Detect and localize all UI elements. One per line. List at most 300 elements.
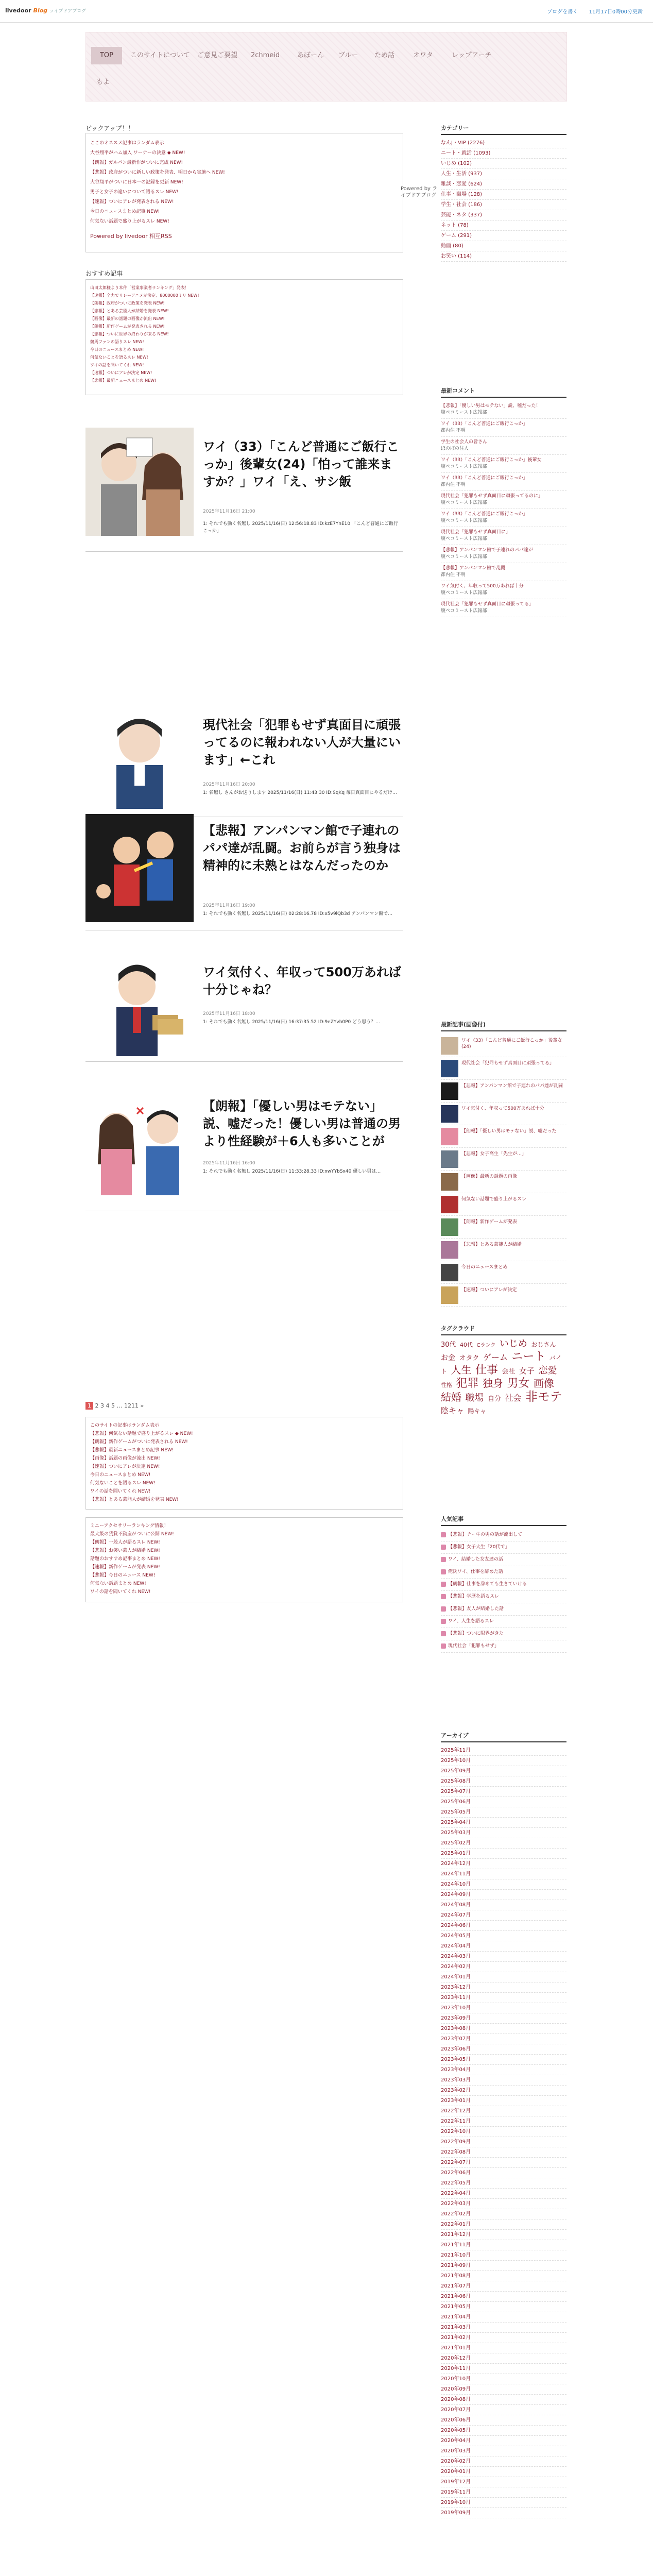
archive-item[interactable]: 2021年09月 <box>441 2261 566 2271</box>
pickup-title: ピックアップ！！ <box>85 125 134 132</box>
reco-item[interactable]: 【速報】ついにアレが決定 NEW! <box>90 370 152 375</box>
article-date: 2025年11月16日 18:00 <box>203 1011 255 1016</box>
archive-item[interactable]: 2024年01月 <box>441 1972 566 1982</box>
comment-text: 【悲報】アンパンマン館で乱闘 <box>441 566 506 571</box>
comment-item[interactable] <box>441 473 566 491</box>
archive-item[interactable]: 2022年11月 <box>441 2116 566 2127</box>
page-link[interactable]: 2 <box>95 1402 99 1409</box>
tag-link[interactable]: 自分 <box>488 1395 502 1403</box>
latest-item[interactable] <box>441 1261 566 1284</box>
rank-icon <box>441 1557 446 1562</box>
latest-item-title: ワイ気付く、年収って500万あれば十分 <box>461 1106 544 1111</box>
tag-link[interactable]: 非モテ <box>525 1389 563 1404</box>
comment-item[interactable] <box>441 401 566 419</box>
comment-author: 腹ペコミースト広報部 <box>441 554 487 560</box>
pickup-item[interactable]: 【朗報】ガルパン最新作がついに完成 NEW! <box>90 160 183 165</box>
archive-item[interactable]: 2023年02月 <box>441 2086 566 2096</box>
tag-link[interactable]: おじさん <box>531 1341 556 1348</box>
tags-heading: タグクラウド <box>441 1324 566 1335</box>
article-card <box>85 1087 403 1231</box>
popular-item-title: 【悲報】チー牛の男の話が流出して <box>448 1532 523 1537</box>
tag-link[interactable]: 男女 <box>507 1377 530 1390</box>
comment-text: 現代社会「犯罪もせず真面目に頑張ってるのに」 <box>441 494 543 499</box>
latest-thumb <box>441 1218 458 1236</box>
comment-item[interactable] <box>441 491 566 509</box>
archive-item[interactable]: 2025年06月 <box>441 1797 566 1807</box>
tag-link[interactable]: 結婚 <box>441 1391 461 1403</box>
tag-link[interactable]: オタク <box>459 1354 479 1362</box>
popular-item[interactable] <box>441 1603 566 1616</box>
tag-link[interactable]: いじめ <box>499 1338 527 1349</box>
tag-link[interactable]: 会社 <box>502 1368 515 1376</box>
comment-item[interactable] <box>441 419 566 437</box>
tag-link[interactable]: 恋愛 <box>538 1365 557 1376</box>
comment-author: 都内住 不明 <box>441 428 466 433</box>
archive-item[interactable]: 2024年12月 <box>441 1859 566 1869</box>
page-link[interactable]: 4 <box>106 1402 110 1409</box>
archive-item[interactable]: 2019年09月 <box>441 2508 566 2518</box>
latest-item[interactable] <box>441 1193 566 1216</box>
archive-item[interactable]: 2020年03月 <box>441 2446 566 2456</box>
latest-item[interactable] <box>441 1171 566 1193</box>
archive-item[interactable]: 2021年06月 <box>441 2292 566 2302</box>
article-title[interactable]: 【悲報】アンパンマン館で子連れのパパ達が乱闘。お前らが言う独身は精神的に未熟とはなんだったのか <box>203 823 401 873</box>
article-thumbnail[interactable] <box>85 428 194 536</box>
popular-item-title: 【悲報】ついに限界がきた <box>448 1631 504 1636</box>
nav-tamebanashi[interactable]: ため話 <box>374 52 395 59</box>
comment-text: 現代社会「犯罪もせず真面目に頑張ってる」 <box>441 602 534 607</box>
tag-link[interactable]: 30代 <box>441 1341 456 1349</box>
article-excerpt: 1: それでも動く名無し 2025/11/16(日) 02:28:16.78 ID:x5v9lQb3d アンパンマン館で… <box>203 911 393 917</box>
comment-item[interactable] <box>441 581 566 599</box>
archive-item[interactable]: 2020年04月 <box>441 2436 566 2446</box>
reco-item[interactable]: ワイの話を聞いてくれ NEW! <box>90 363 144 367</box>
archive-item[interactable]: 2025年03月 <box>441 1828 566 1838</box>
latest-heading: 最新記事(画像付) <box>441 1020 566 1031</box>
feed-item[interactable]: 【朗報】一般人が語るスレ NEW! <box>90 1540 160 1545</box>
archive-item[interactable]: 2022年08月 <box>441 2147 566 2158</box>
reco-item[interactable]: 【悲報】とある芸能人が結婚を発表 NEW! <box>90 309 169 313</box>
nav-owata[interactable]: オワタ <box>413 52 433 59</box>
page-current[interactable]: 1 <box>85 1402 93 1410</box>
feed-item[interactable]: 【悲報】お笑い芸人が結婚 NEW! <box>90 1548 160 1553</box>
rank-icon <box>441 1643 446 1649</box>
article-card <box>85 706 403 829</box>
popular-item-title: ワイ、結婚した女友達の話 <box>448 1557 503 1562</box>
tag-link[interactable]: ゲーム <box>483 1352 508 1362</box>
tag-link[interactable]: 犯罪 <box>456 1377 479 1390</box>
article-title[interactable]: ワイ（33）「こんど普通にご飯行こっか」後輩女(24)「怕って誰来ますか？」ワイ「え、サシ飯 <box>203 439 399 489</box>
archive-item[interactable]: 2024年04月 <box>441 1941 566 1952</box>
archive-item[interactable]: 2021年10月 <box>441 2250 566 2261</box>
latest-item-title: 現代社会「犯罪もせず真面目に頑張ってる」 <box>461 1061 555 1066</box>
archive-item[interactable]: 2024年03月 <box>441 1952 566 1962</box>
article-date: 2025年11月16日 21:00 <box>203 509 255 514</box>
category-item[interactable]: 人生・生活 (937) <box>441 169 566 179</box>
feed-item[interactable]: 最大級の賃貸不動産がついに公開 NEW! <box>90 1532 174 1537</box>
archive-item[interactable]: 2025年04月 <box>441 1818 566 1828</box>
latest-item-title: 【悲報】とある芸能人が結婚 <box>461 1242 522 1247</box>
reco-box <box>85 279 403 395</box>
archive-item[interactable]: 2020年06月 <box>441 2415 566 2426</box>
feed-item[interactable]: 【悲報】何気ない話題で盛り上がるスレ ◆ NEW! <box>90 1431 193 1436</box>
archive-item[interactable]: 2021年11月 <box>441 2240 566 2250</box>
comment-item[interactable] <box>441 509 566 527</box>
page-link[interactable]: 1211 <box>124 1402 139 1409</box>
pickup-item[interactable]: ここのオススメ記事はランダム表示 <box>90 141 164 146</box>
site-header <box>85 32 567 101</box>
archive-item[interactable]: 2022年07月 <box>441 2158 566 2168</box>
pickup-item[interactable]: 今日のニュースまとめ記事 NEW! <box>90 209 160 214</box>
article-title[interactable]: 現代社会「犯罪もせず真面目に頑張ってるのに報われない人が大量にいます」←これ <box>203 718 401 767</box>
tag-link[interactable]: 社会 <box>505 1393 522 1403</box>
archive-item[interactable]: 2020年02月 <box>441 2456 566 2467</box>
feed-item[interactable]: 【速報】ついにアレが決定 NEW! <box>90 1464 160 1469</box>
nav-blue[interactable]: ブルー <box>338 52 358 59</box>
archive-item[interactable]: 2019年10月 <box>441 2498 566 2508</box>
archive-item[interactable]: 2022年05月 <box>441 2178 566 2189</box>
nav-rep[interactable]: レップアーチ <box>452 52 492 59</box>
article-excerpt: 1: それでも動く名無し 2025/11/16(日) 12:56:18.83 ID:kzE7YnE10 「こんど普通にご飯行こっか」 <box>203 521 398 534</box>
rank-icon <box>441 1594 446 1599</box>
comment-item[interactable] <box>441 599 566 617</box>
popular-item[interactable] <box>441 1616 566 1628</box>
pickup-box <box>85 133 403 252</box>
comment-item[interactable] <box>441 455 566 473</box>
archive-item[interactable]: 2024年02月 <box>441 1962 566 1972</box>
archive-item[interactable]: 2024年05月 <box>441 1931 566 1941</box>
archive-item[interactable]: 2021年08月 <box>441 2271 566 2281</box>
latest-item[interactable] <box>441 1057 566 1080</box>
comment-item[interactable] <box>441 545 566 563</box>
archive-item[interactable]: 2023年06月 <box>441 2044 566 2055</box>
feed-item[interactable]: このサイトの記事はランダム表示 <box>90 1423 160 1428</box>
category-item[interactable]: 動画 (80) <box>441 241 566 251</box>
comment-item[interactable] <box>441 437 566 455</box>
archive-item[interactable]: 2021年07月 <box>441 2281 566 2292</box>
archive-list <box>441 1745 566 2518</box>
nav-top[interactable]: TOP <box>91 47 122 64</box>
latest-item-title: 【朗報】「優しい男はモテない」説、嘘だった <box>461 1129 557 1134</box>
feed-item[interactable]: 何気ない話題まとめ NEW! <box>90 1581 146 1586</box>
comment-text: ワイ（33）「こんど普通にご飯行こっか」 <box>441 421 528 427</box>
archive-item[interactable]: 2023年09月 <box>441 2013 566 2024</box>
article-thumbnail[interactable] <box>85 814 194 922</box>
fighting-parents-icon <box>85 814 194 922</box>
archive-item[interactable]: 2020年05月 <box>441 2426 566 2436</box>
popular-item-title: 俺氏ワイ、仕事を辞めた話 <box>448 1569 503 1574</box>
update-time-link[interactable]: 11月17日0時00分更新 <box>589 9 643 15</box>
nav-about[interactable]: このサイトについて <box>130 52 190 59</box>
pickup-item[interactable]: 大谷翔平がついに日本一の記録を更新 NEW! <box>90 180 183 185</box>
archive-item[interactable]: 2025年02月 <box>441 1838 566 1849</box>
reco-item[interactable]: 競馬ファンの語りスレ NEW! <box>90 340 144 344</box>
feed-box-2 <box>85 1517 403 1602</box>
feed-item[interactable]: 今日のニュースまとめ NEW! <box>90 1472 151 1478</box>
latest-item[interactable] <box>441 1080 566 1103</box>
feed-item[interactable]: 何気ないことを語るスレ NEW! <box>90 1481 156 1486</box>
tag-link[interactable]: お金 <box>441 1354 455 1362</box>
archive-heading: アーカイブ <box>441 1731 566 1742</box>
archive-item[interactable]: 2022年09月 <box>441 2137 566 2147</box>
latest-item[interactable] <box>441 1103 566 1125</box>
popular-item[interactable] <box>441 1541 566 1554</box>
archive-item[interactable]: 2023年05月 <box>441 2055 566 2065</box>
reco-item[interactable]: 【朗報】新作ゲームが発表される NEW! <box>90 324 165 329</box>
page-link[interactable]: 5 <box>111 1402 115 1409</box>
nav-request[interactable]: ご意見ご要望 <box>197 52 238 59</box>
popular-item[interactable] <box>441 1554 566 1566</box>
archive-item[interactable]: 2020年10月 <box>441 2374 566 2384</box>
latest-item[interactable] <box>441 1284 566 1307</box>
pickup-item[interactable]: 男子と女子の違いについて語るスレ NEW! <box>90 190 179 195</box>
archive-item[interactable]: 2022年04月 <box>441 2189 566 2199</box>
archive-item[interactable]: 2020年01月 <box>441 2467 566 2477</box>
brand-blog: Blog <box>33 7 48 14</box>
category-item[interactable]: 雑談・恋愛 (624) <box>441 179 566 190</box>
comments-section <box>441 386 566 617</box>
archive-item[interactable]: 2023年11月 <box>441 1993 566 2003</box>
feed-item[interactable]: 【悲報】最新ニュースまとめ記事 NEW! <box>90 1448 174 1453</box>
latest-thumb <box>441 1241 458 1259</box>
feed-item[interactable]: ワイの話を聞いてくれ NEW! <box>90 1589 151 1595</box>
tag-link[interactable]: バイト <box>441 1354 562 1375</box>
popular-item[interactable] <box>441 1640 566 1653</box>
comment-text: ワイ（33）「こんど普通にご飯行こっか」後輩女 <box>441 457 542 463</box>
popular-item[interactable] <box>441 1579 566 1591</box>
feed-item[interactable]: ワイの話を聞いてくれ NEW! <box>90 1489 151 1494</box>
category-heading: カテゴリー <box>441 124 566 135</box>
archive-item[interactable]: 2019年11月 <box>441 2487 566 2498</box>
pickup-item[interactable]: 【悲報】政府がついに新しい政策を発表、明日から実施へ NEW! <box>90 170 225 175</box>
tag-link[interactable]: ニート <box>511 1350 546 1363</box>
tag-link[interactable]: 性格 <box>441 1382 452 1388</box>
archive-item[interactable]: 2021年04月 <box>441 2312 566 2323</box>
tag-link[interactable]: 40代 <box>460 1342 473 1348</box>
archive-item[interactable]: 2022年12月 <box>441 2106 566 2116</box>
comment-author: 腹ペコミースト広報部 <box>441 590 487 596</box>
feed-item[interactable]: 【画像】話題の画像が流出 NEW! <box>90 1456 160 1461</box>
archive-item[interactable]: 2025年01月 <box>441 1849 566 1859</box>
reco-item[interactable]: 何気ないことを語るスレ NEW! <box>90 355 148 360</box>
archive-item[interactable]: 2022年01月 <box>441 2219 566 2230</box>
latest-item[interactable] <box>441 1035 566 1057</box>
article-title[interactable]: ワイ気付く、年収って500万あれば十分じゃね？ <box>203 965 401 997</box>
tag-link[interactable]: 人生 <box>451 1364 472 1376</box>
archive-item[interactable]: 2024年10月 <box>441 1879 566 1890</box>
archive-item[interactable]: 2024年09月 <box>441 1890 566 1900</box>
latest-thumb <box>441 1060 458 1077</box>
pickup-rss-link[interactable]: Powered by livedoor 相互RSS <box>90 233 172 240</box>
comment-text: 現代社会「犯罪もせず真面目に」 <box>441 530 511 535</box>
archive-item[interactable]: 2023年08月 <box>441 2024 566 2034</box>
reco-title: おすすめ記事 <box>85 270 123 277</box>
article-thumbnail[interactable] <box>85 953 194 1056</box>
tag-link[interactable]: 陽キャ <box>468 1408 487 1415</box>
archive-item[interactable]: 2019年12月 <box>441 2477 566 2487</box>
rank-icon <box>441 1619 446 1624</box>
reco-item[interactable]: 【画像】最新の話題の画像が流出 NEW! <box>90 316 165 321</box>
archive-item[interactable]: 2020年12月 <box>441 2353 566 2364</box>
reco-item[interactable]: 山田太郎様より本件「営業事業者ランキング」発表！ <box>90 285 189 290</box>
livedoor-blog-logo[interactable] <box>5 7 86 14</box>
comment-text: 学生の社会人の皆さん <box>441 439 488 445</box>
category-item[interactable]: 芸能・ネタ (337) <box>441 210 566 221</box>
archive-item[interactable]: 2022年06月 <box>441 2168 566 2178</box>
reco-item[interactable]: 【悲報】ついに世界の終わりが来る NEW! <box>90 332 169 336</box>
latest-item-title: 今日のニュースまとめ <box>461 1265 508 1270</box>
tag-link[interactable]: 女子 <box>519 1366 535 1376</box>
latest-item[interactable] <box>441 1216 566 1239</box>
latest-item-title: ワイ（33）「こんど普通にご飯行こっか」後輩女(24) <box>461 1038 562 1049</box>
archive-item[interactable]: 2024年11月 <box>441 1869 566 1879</box>
archive-item[interactable]: 2025年07月 <box>441 1787 566 1797</box>
latest-thumb <box>441 1082 458 1100</box>
popular-heading: 人気記事 <box>441 1515 566 1526</box>
category-item[interactable]: 仕事・職場 (128) <box>441 190 566 200</box>
popular-item[interactable] <box>441 1591 566 1603</box>
rank-icon <box>441 1631 446 1636</box>
feed-item[interactable]: 【悲報】とある芸能人が結婚を発表 NEW! <box>90 1497 179 1502</box>
category-item[interactable]: お笑い (114) <box>441 251 566 262</box>
reco-item[interactable]: 【朗報】政府がついに政策を発表 NEW! <box>90 301 165 306</box>
popular-item[interactable] <box>441 1566 566 1579</box>
comment-item[interactable] <box>441 563 566 581</box>
category-item[interactable]: ニート・就活 (1093) <box>441 148 566 159</box>
archive-item[interactable]: 2022年03月 <box>441 2199 566 2209</box>
archive-item[interactable]: 2025年11月 <box>441 1745 566 1756</box>
archive-item[interactable]: 2021年05月 <box>441 2302 566 2312</box>
archive-item[interactable]: 2025年09月 <box>441 1766 566 1776</box>
archive-item[interactable]: 2021年12月 <box>441 2230 566 2240</box>
brand-sub: ライブドアブログ <box>49 9 87 14</box>
latest-item-title: 【悲報】アンパンマン館で子連れのパパ達が乱闘 <box>461 1083 563 1089</box>
category-item[interactable]: ゲーム (291) <box>441 231 566 241</box>
archive-item[interactable]: 2023年03月 <box>441 2075 566 2086</box>
article-excerpt: 1: それでも動く名無し 2025/11/16(日) 11:33:28.33 ID:xwYYbSx40 優しい男は… <box>203 1169 381 1174</box>
comment-text: 【悲報】アンパンマン館で子連れのパパ達が <box>441 548 534 553</box>
archive-item[interactable]: 2023年12月 <box>441 1982 566 1993</box>
rank-icon <box>441 1569 446 1574</box>
article-thumbnail[interactable] <box>85 706 194 809</box>
archive-item[interactable]: 2025年10月 <box>441 1756 566 1766</box>
comment-text: 【悲報】「優しい男はモテない」説、嘘だった！ <box>441 403 541 409</box>
archive-item[interactable]: 2021年02月 <box>441 2333 566 2343</box>
tag-link[interactable]: 職場 <box>465 1393 484 1403</box>
archive-item[interactable]: 2020年08月 <box>441 2395 566 2405</box>
archive-item[interactable]: 2022年10月 <box>441 2127 566 2137</box>
article-card <box>85 814 403 938</box>
pickup-item[interactable]: 何気ない話題で盛り上がるスレ NEW! <box>90 219 169 224</box>
article-date: 2025年11月16日 19:00 <box>203 903 255 908</box>
latest-item[interactable] <box>441 1148 566 1171</box>
latest-thumb <box>441 1286 458 1304</box>
feed-item[interactable]: 【悲報】今日のニュース NEW! <box>90 1573 156 1578</box>
page-link[interactable]: 3 <box>100 1402 104 1409</box>
archive-item[interactable]: 2023年01月 <box>441 2096 566 2106</box>
category-section <box>441 124 566 262</box>
comment-item[interactable] <box>441 527 566 545</box>
comment-author: 腹ペコミースト広報部 <box>441 500 487 505</box>
rank-icon <box>441 1606 446 1612</box>
archive-item[interactable]: 2023年04月 <box>441 2065 566 2075</box>
article-thumbnail[interactable] <box>85 1087 194 1195</box>
article-card <box>85 428 403 582</box>
article-divider <box>85 551 403 552</box>
archive-item[interactable]: 2024年08月 <box>441 1900 566 1910</box>
rank-icon <box>441 1582 446 1587</box>
archive-item[interactable]: 2020年07月 <box>441 2405 566 2415</box>
latest-item[interactable] <box>441 1239 566 1261</box>
article-card <box>85 953 403 1072</box>
category-item[interactable]: 学生・社会 (186) <box>441 200 566 210</box>
category-item[interactable]: いじめ (102) <box>441 159 566 169</box>
latest-item[interactable] <box>441 1125 566 1148</box>
category-item[interactable]: なんJ・VIP (2276) <box>441 138 566 148</box>
category-item[interactable]: ネット (78) <box>441 221 566 231</box>
nav-moyo[interactable]: もよ <box>96 78 110 86</box>
nav-abon[interactable]: あぼーん <box>297 52 324 59</box>
archive-item[interactable]: 2020年11月 <box>441 2364 566 2374</box>
page-next[interactable]: » <box>140 1402 144 1409</box>
popular-item[interactable] <box>441 1628 566 1640</box>
archive-item[interactable]: 2020年09月 <box>441 2384 566 2395</box>
feed-item[interactable]: 【朗報】新作ゲームがついに発表される NEW! <box>90 1439 188 1445</box>
reco-item[interactable]: 【悲報】最新ニュースまとめ NEW! <box>90 378 157 383</box>
archive-item[interactable]: 2025年05月 <box>441 1807 566 1818</box>
latest-thumb <box>441 1264 458 1281</box>
archive-item[interactable]: 2021年01月 <box>441 2343 566 2353</box>
tag-link[interactable]: 独身 <box>483 1377 504 1389</box>
tag-link[interactable]: 画像 <box>534 1377 555 1389</box>
comment-author: 腹ペコミースト広報部 <box>441 518 487 523</box>
archive-item[interactable]: 2023年10月 <box>441 2003 566 2013</box>
article-title[interactable]: 【朗報】「優しい男はモテない」説、嘘だった！優しい男は普通の男より性経験が＋6人も多いことが <box>203 1099 401 1148</box>
comments-heading: 最新コメント <box>441 386 566 398</box>
tag-link[interactable]: 仕事 <box>475 1364 499 1377</box>
salaryman-money-icon <box>85 953 194 1056</box>
tag-link[interactable]: Cランク <box>476 1343 496 1348</box>
pickup-item[interactable]: 大谷翔平がハム加入 ワーナーの決意 ◆ NEW! <box>90 150 185 156</box>
pickup-item[interactable]: 【速報】ついにアレが発表される NEW! <box>90 199 174 205</box>
article-date: 2025年11月16日 20:00 <box>203 782 255 787</box>
header-pattern <box>86 32 566 101</box>
nav-2chmeid[interactable]: 2chmeid <box>251 52 280 59</box>
pickup-section <box>85 124 438 258</box>
archive-item[interactable]: 2022年02月 <box>441 2209 566 2219</box>
archive-item[interactable]: 2025年08月 <box>441 1776 566 1787</box>
popular-item-title: 【悲報】学歴を語るスレ <box>448 1594 500 1599</box>
feed-item[interactable]: 【速報】新作ゲームが発表 NEW! <box>90 1565 160 1570</box>
popular-item-title: ワイ、人生を語るスレ <box>448 1619 494 1624</box>
popular-item[interactable] <box>441 1529 566 1541</box>
reco-item[interactable]: 【速報】全力でリレーアニメが決定、8000000ミリ NEW! <box>90 293 199 298</box>
tag-link[interactable]: 陰キャ <box>441 1406 465 1415</box>
latest-item-title: 【悲報】女子高生「先生が…」 <box>461 1151 527 1157</box>
feed-item[interactable]: 話題のおすすめ記事まとめ NEW! <box>90 1556 160 1562</box>
popular-item-title: 【悲報】女子大生「20代で」 <box>448 1545 510 1550</box>
archive-item[interactable]: 2021年03月 <box>441 2323 566 2333</box>
archive-item[interactable]: 2024年06月 <box>441 1921 566 1931</box>
archive-item[interactable]: 2024年07月 <box>441 1910 566 1921</box>
post-blog-link[interactable]: ブログを書く <box>547 9 578 15</box>
archive-item[interactable]: 2023年07月 <box>441 2034 566 2044</box>
feed-item[interactable]: ミニーアクセサリーランキング情報！ <box>90 1523 169 1529</box>
article-divider <box>85 1061 403 1062</box>
latest-item-title: 【速報】ついにアレが決定 <box>461 1287 517 1293</box>
couple-illustration-icon <box>85 428 194 536</box>
reco-item[interactable]: 今日のニュースまとめ NEW! <box>90 347 144 352</box>
